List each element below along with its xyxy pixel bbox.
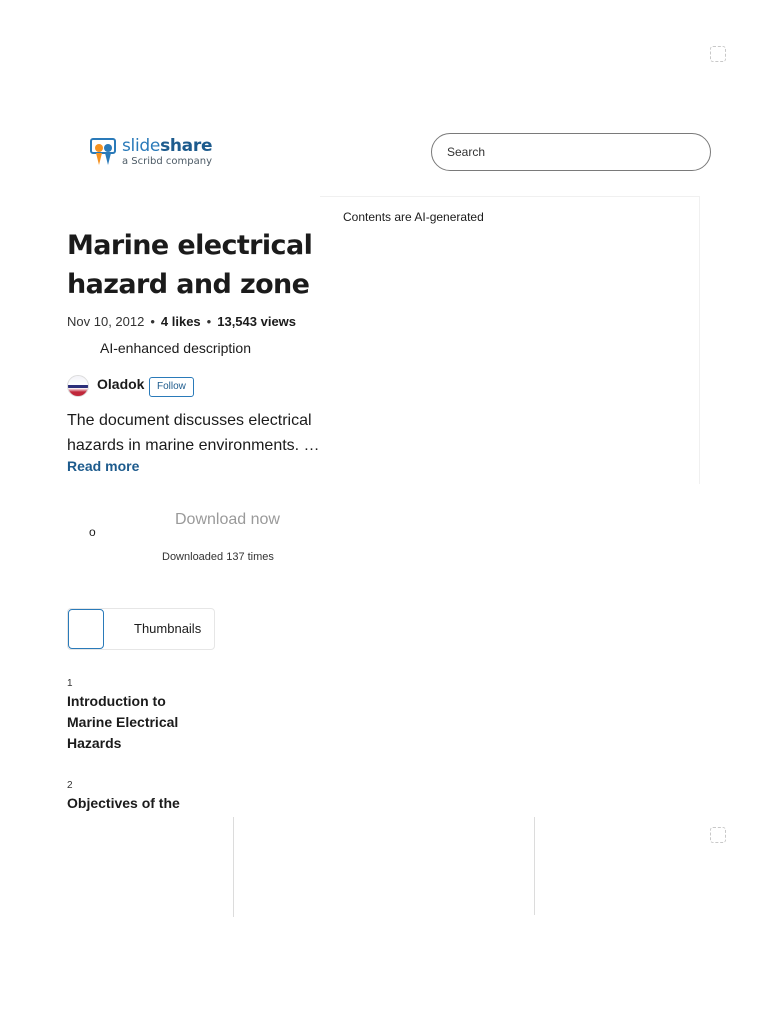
search-placeholder: Search: [447, 145, 486, 159]
author-name[interactable]: Oladok: [97, 376, 145, 392]
slide-divider: [233, 817, 234, 917]
download-bullet: o: [89, 525, 96, 539]
thumbnails-toggle-switch[interactable]: [68, 609, 104, 649]
slideshare-logo-icon: [90, 138, 118, 168]
thumbnails-label: Thumbnails: [134, 621, 202, 636]
slide-divider: [534, 817, 535, 915]
placeholder-icon-bottom: [710, 827, 726, 843]
outline-item-number: 2: [67, 780, 73, 791]
ai-generated-label: Contents are AI-generated: [343, 210, 484, 224]
search-input[interactable]: [431, 133, 711, 171]
placeholder-icon-top: [710, 46, 726, 62]
follow-button[interactable]: Follow: [149, 377, 194, 397]
logo-subtitle: a Scribd company: [122, 156, 213, 167]
document-description: The document discusses electrical hazards in marine environments. …: [67, 412, 320, 454]
outline-item-title[interactable]: Introduction to Marine Electrical Hazards: [67, 693, 179, 751]
outline-item-title[interactable]: Objectives of the: [67, 795, 180, 811]
download-count: Downloaded 137 times: [162, 551, 274, 563]
likes-count: 4 likes: [160, 314, 201, 329]
views-count: 13,543 views: [217, 314, 297, 329]
ai-content-pane: [320, 196, 700, 484]
upload-date: Nov 10, 2012: [67, 314, 145, 329]
slideshare-logo[interactable]: [90, 138, 220, 172]
document-meta: Nov 10, 2012 • 4 likes • 13,543 views: [67, 314, 297, 329]
download-button[interactable]: Download now: [175, 511, 280, 528]
logo-wordmark: slideshare: [122, 136, 213, 156]
read-more-link[interactable]: Read more: [67, 458, 140, 474]
outline-item-number: 1: [67, 678, 73, 689]
thumbnails-toggle[interactable]: [67, 608, 215, 650]
ai-description-heading: AI-enhanced description: [100, 340, 251, 356]
page-title: Marine electrical hazard and zone: [67, 230, 313, 300]
avatar[interactable]: [67, 375, 89, 397]
